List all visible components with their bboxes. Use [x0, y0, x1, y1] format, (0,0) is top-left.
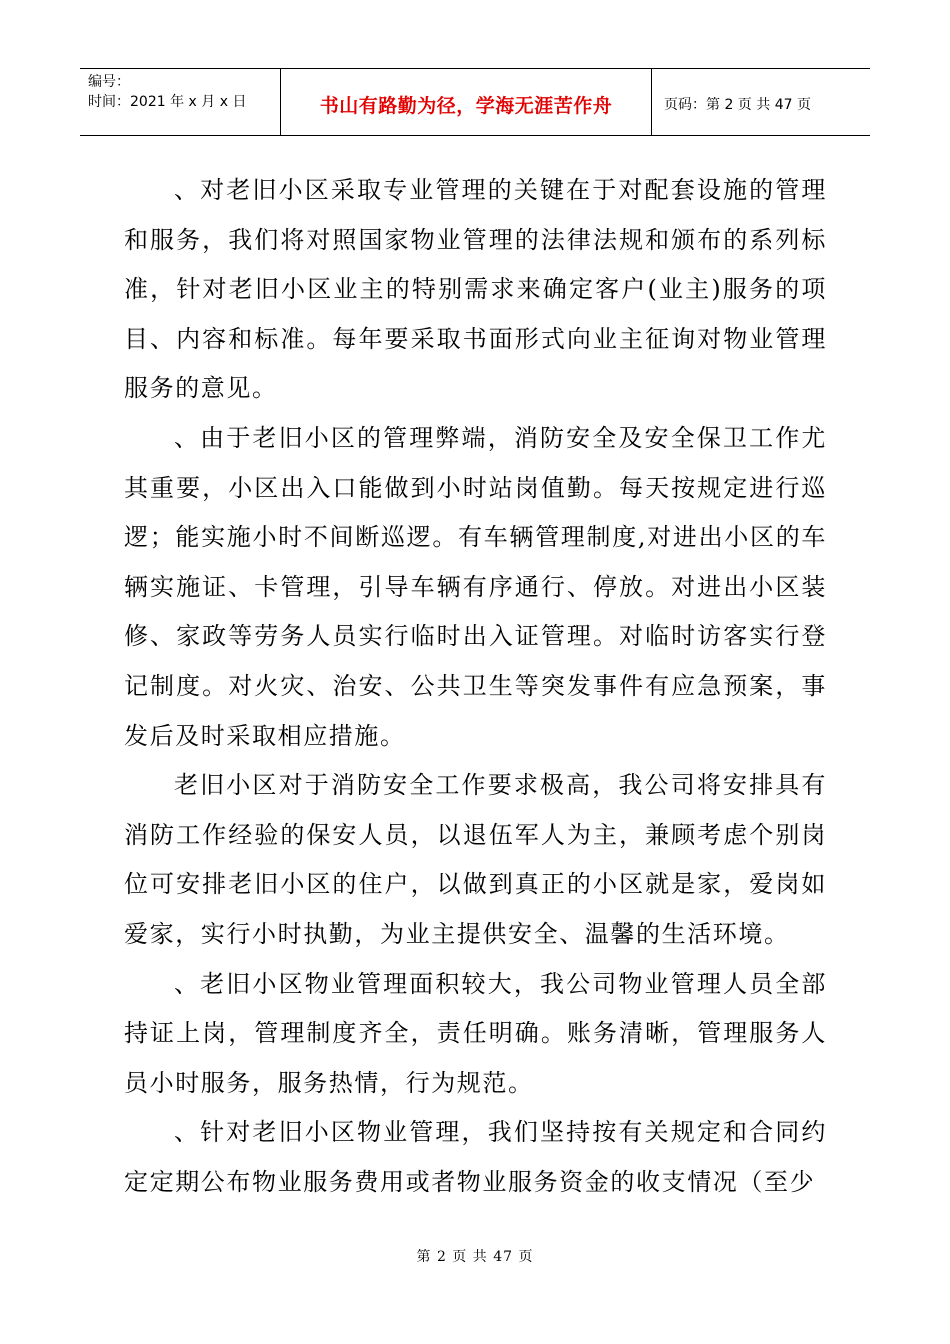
- header-page-code: 页码：第 2 页 共 47 页: [664, 97, 811, 113]
- header-motto: 书山有路勤为径，学海无涯苦作舟: [281, 69, 652, 135]
- document-time-label: 时间：2021 年 x 月 x 日: [88, 94, 247, 110]
- body-paragraph: 、由于老旧小区的管理弊端，消防安全及安全保卫工作尤其重要，小区出入口能做到小时站岗值勤。每天按规定进行巡逻；能实施小时不间断巡逻。有车辆管理制度,对进出小区的车辆实施证、卡管理，引导车辆有序通行、停放。对进出小区装修、家政等劳务人员实行临时出入证管理。对临时访客实行登记制度。对火灾、治安、公共卫生等突发事件有应急预案，事发后及时采取相应措施。: [124, 423, 827, 750]
- page-footer: 第 2 页 共 47 页: [416, 1249, 534, 1265]
- body-paragraph: 、对老旧小区采取专业管理的关键在于对配套设施的管理和服务，我们将对照国家物业管理的法律法规和颁布的系列标准，针对老旧小区业主的特别需求来确定客户(业主)服务的项目、内容和标准。每年要采取书面形式向业主征询对物业管理服务的意见。: [124, 176, 827, 403]
- body-paragraph: 、针对老旧小区物业管理，我们坚持按有关规定和合同约定定期公布物业服务费用或者物业服务资金的收支情况（至少: [124, 1118, 827, 1196]
- body-paragraph: 老旧小区对于消防安全工作要求极高，我公司将安排具有消防工作经验的保安人员，以退伍军人为主，兼顾考虑个别岗位可安排老旧小区的住户，以做到真正的小区就是家，爱岗如爱家，实行小时执勤，为业主提供安全、温馨的生活环境。: [124, 771, 827, 948]
- header-meta-cell: [80, 69, 281, 135]
- body-paragraph: 、老旧小区物业管理面积较大，我公司物业管理人员全部持证上岗，管理制度齐全，责任明确。账务清晰，管理服务人员小时服务，服务热情，行为规范。: [124, 969, 827, 1097]
- document-number-label: 编号：: [88, 74, 130, 90]
- document-body: [124, 166, 827, 1207]
- document-header: [80, 68, 870, 136]
